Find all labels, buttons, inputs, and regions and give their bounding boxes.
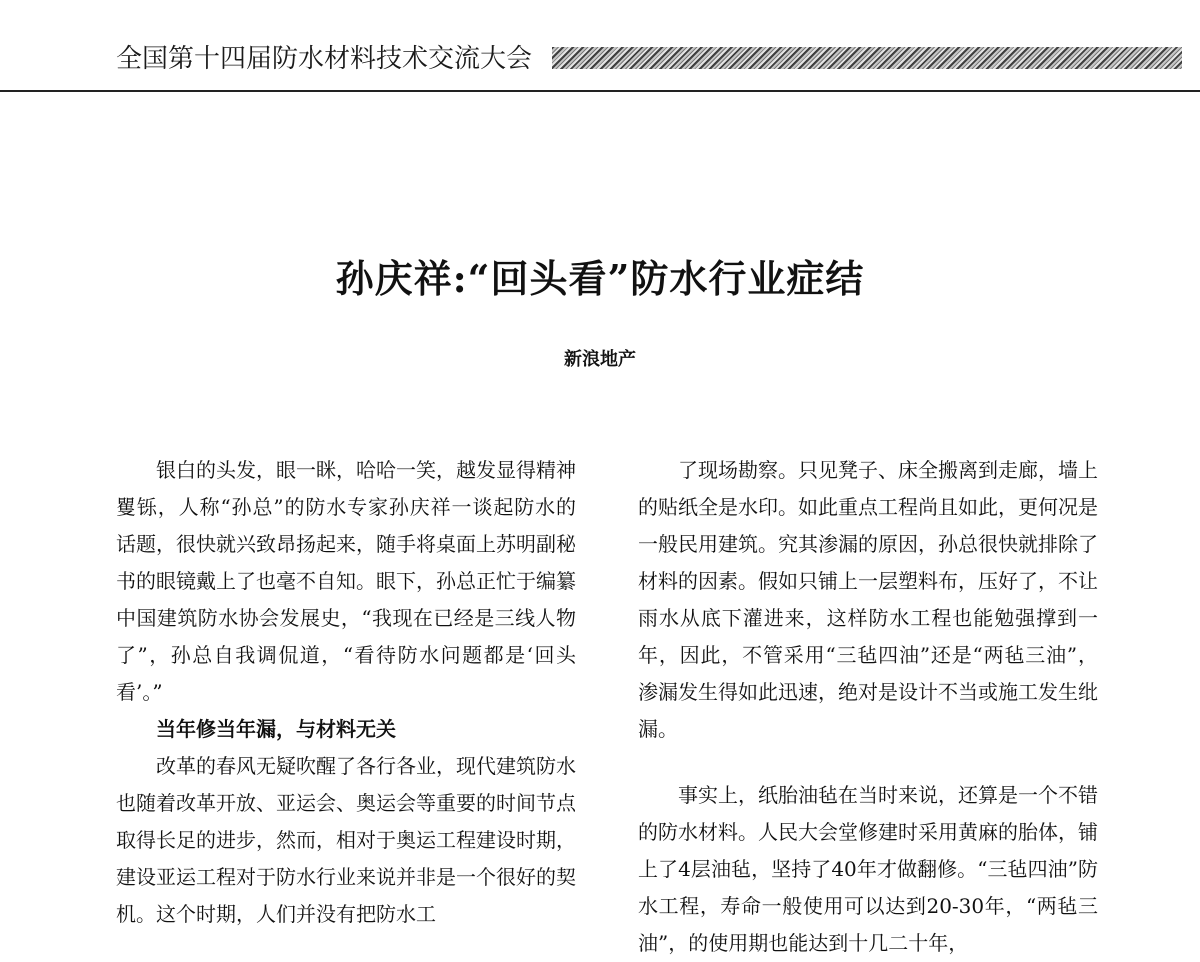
left-column	[116, 452, 576, 933]
header-rule	[0, 90, 1200, 92]
left-paragraph-2: 改革的春风无疑吹醒了各行各业，现代建筑防水也随着改革开放、亚运会、奥运会等重要的时间节点取得长足的进步，然而，相对于奥运工程建设时期，建设亚运工程对于防水行业来说并非是一个很好的契机。这个时期，人们并没有把防水工	[116, 754, 576, 926]
right-column	[638, 452, 1098, 962]
article-byline: 新浪地产	[564, 349, 636, 370]
right-paragraph-1: 了现场勘察。只见凳子、床全搬离到走廊，墙上的贴纸全是水印。如此重点工程尚且如此，更何况是一般民用建筑。究其渗漏的原因，孙总很快就排除了材料的因素。假如只铺上一层塑料布，压好了，不让雨水从底下灌进来，这样防水工程也能勉强撑到一年，因此，不管采用“三毡四油”还是“两毡三油”，渗漏发生得如此迅速，绝对是设计不当或施工发生纰漏。	[638, 458, 1098, 741]
header-decorative-band	[552, 47, 1182, 69]
section-subheading: 当年修当年漏，与材料无关	[156, 717, 396, 741]
article-title: 孙庆祥:“回头看”防水行业症结	[335, 256, 865, 301]
paragraph-gap	[638, 748, 1098, 777]
left-paragraph-1: 银白的头发，眼一眯，哈哈一笑，越发显得精神矍铄，人称“孙总”的防水专家孙庆祥一谈起防水的话题，很快就兴致昂扬起来，随手将桌面上苏明副秘书的眼镜戴上了也毫不自知。眼下，孙总正忙于编纂中国建筑防水协会发展史，“我现在已经是三线人物了”，孙总自我调侃道，“看待防水问题都是‘回头看’。”	[116, 458, 576, 704]
right-paragraph-2: 事实上，纸胎油毡在当时来说，还算是一个不错的防水材料。人民大会堂修建时采用黄麻的胎体，铺上了4层油毡，坚持了40年才做翻修。“三毡四油”防水工程，寿命一般使用可以达到20-30年，“两毡三油”，的使用期也能达到十几二十年，	[638, 783, 1098, 955]
conference-title: 全国第十四届防水材料技术交流大会	[116, 44, 533, 74]
